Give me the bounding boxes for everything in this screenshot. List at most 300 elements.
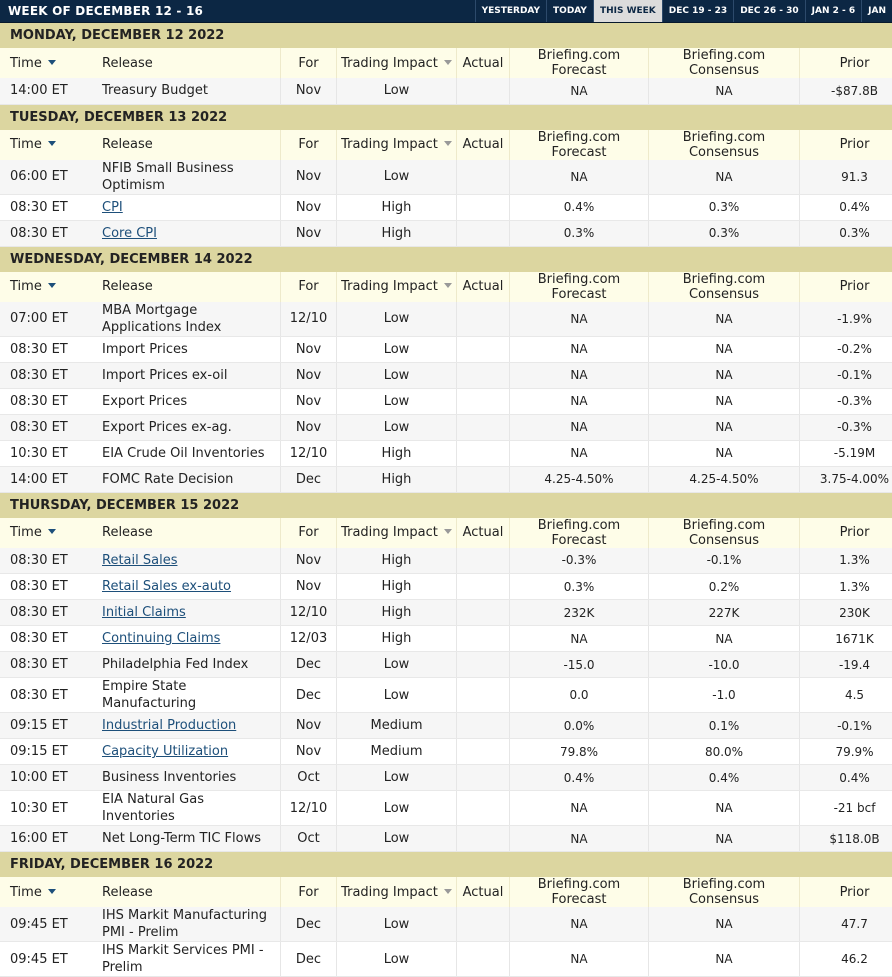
column-header-time[interactable] <box>0 518 101 548</box>
table-row <box>0 765 892 791</box>
release-period: Nov <box>281 194 337 220</box>
column-header-label: Trading Impact <box>341 885 438 900</box>
release-name-cell <box>101 388 281 414</box>
column-header-actual <box>457 877 510 907</box>
release-time: 14:00 ET <box>0 466 101 492</box>
release-name-cell <box>101 362 281 388</box>
trading-impact: High <box>337 548 457 574</box>
release-name-cell <box>101 440 281 466</box>
release-name: Export Prices ex-ag. <box>102 420 232 435</box>
release-time: 08:30 ET <box>0 600 101 626</box>
column-header-label: Actual <box>463 525 504 540</box>
release-time: 08:30 ET <box>0 626 101 652</box>
release-name-cell[interactable] <box>101 600 281 626</box>
prior-value: -19.4 <box>800 652 892 678</box>
column-header-label: Briefing.com Consensus <box>683 518 765 548</box>
release-name: EIA Crude Oil Inventories <box>102 446 265 461</box>
release-name-cell[interactable] <box>101 574 281 600</box>
column-header-forecast <box>510 130 649 160</box>
column-header-prior <box>800 272 892 302</box>
release-period: Nov <box>281 220 337 246</box>
table-row <box>0 78 892 104</box>
forecast-value: NA <box>510 302 649 337</box>
release-name: IHS Markit Services PMI - Prelim <box>102 943 264 975</box>
day-heading: TUESDAY, DECEMBER 13 2022 <box>0 105 892 130</box>
prior-value: 91.3 <box>800 160 892 195</box>
column-header-actual <box>457 518 510 548</box>
release-period: Dec <box>281 907 337 942</box>
column-header-label: Actual <box>463 279 504 294</box>
column-header-impact[interactable] <box>337 518 457 548</box>
column-header-prior <box>800 48 892 78</box>
column-header-forecast <box>510 48 649 78</box>
consensus-value: 0.2% <box>649 574 800 600</box>
forecast-value: NA <box>510 78 649 104</box>
release-period: Dec <box>281 678 337 713</box>
column-header-label: Prior <box>840 56 870 71</box>
actual-value <box>457 302 510 337</box>
column-header-actual <box>457 272 510 302</box>
release-name: MBA Mortgage Applications Index <box>102 303 221 335</box>
column-header-label: Trading Impact <box>341 137 438 152</box>
consensus-value: 0.3% <box>649 220 800 246</box>
release-period: Dec <box>281 466 337 492</box>
sort-down-arrow-icon[interactable] <box>48 283 56 288</box>
column-header-label: For <box>298 56 318 71</box>
release-period: Dec <box>281 652 337 678</box>
forecast-value: 0.0% <box>510 713 649 739</box>
column-header-label: Time <box>10 525 42 540</box>
forecast-value: 0.3% <box>510 574 649 600</box>
trading-impact: Low <box>337 907 457 942</box>
release-period: Dec <box>281 942 337 977</box>
forecast-value: 79.8% <box>510 739 649 765</box>
actual-value <box>457 160 510 195</box>
consensus-value: NA <box>649 78 800 104</box>
release-period: 12/10 <box>281 600 337 626</box>
release-name-cell[interactable] <box>101 739 281 765</box>
trading-impact: Low <box>337 78 457 104</box>
column-header-release <box>101 272 281 302</box>
consensus-value: NA <box>649 160 800 195</box>
release-name-cell[interactable] <box>101 194 281 220</box>
prior-value: 46.2 <box>800 942 892 977</box>
release-link[interactable]: Retail Sales <box>102 553 177 568</box>
trading-impact: Low <box>337 942 457 977</box>
column-header-label: Trading Impact <box>341 279 438 294</box>
prior-value: -0.3% <box>800 388 892 414</box>
release-period: Nov <box>281 160 337 195</box>
actual-value <box>457 942 510 977</box>
nav-tab-dec-26-30[interactable]: DEC 26 - 30 <box>733 0 804 22</box>
release-name-cell <box>101 765 281 791</box>
column-header-label: Time <box>10 279 42 294</box>
prior-value: 4.5 <box>800 678 892 713</box>
sort-down-arrow-icon[interactable] <box>48 529 56 534</box>
table-row <box>0 713 892 739</box>
release-name-cell <box>101 160 281 195</box>
release-name: EIA Natural Gas Inventories <box>102 792 204 824</box>
column-header-label: For <box>298 137 318 152</box>
column-header-for <box>281 877 337 907</box>
trading-impact: Low <box>337 302 457 337</box>
column-header-forecast <box>510 272 649 302</box>
trading-impact: Medium <box>337 713 457 739</box>
column-header-label: Release <box>102 279 153 294</box>
actual-value <box>457 739 510 765</box>
release-link[interactable]: Continuing Claims <box>102 631 220 646</box>
sort-down-arrow-icon[interactable] <box>48 60 56 65</box>
actual-value <box>457 713 510 739</box>
release-period: Nov <box>281 739 337 765</box>
table-row <box>0 548 892 574</box>
forecast-value: 0.3% <box>510 220 649 246</box>
week-header-bar <box>0 0 892 23</box>
column-header-for <box>281 48 337 78</box>
forecast-value: -0.3% <box>510 548 649 574</box>
nav-tab-jan[interactable]: JAN <box>861 0 892 22</box>
trading-impact: Low <box>337 791 457 826</box>
consensus-value: NA <box>649 907 800 942</box>
prior-value: -0.2% <box>800 336 892 362</box>
release-time: 16:00 ET <box>0 826 101 852</box>
day-heading: WEDNESDAY, DECEMBER 14 2022 <box>0 247 892 272</box>
prior-value: 0.4% <box>800 194 892 220</box>
release-time: 08:30 ET <box>0 678 101 713</box>
column-header-release <box>101 48 281 78</box>
release-period: Nov <box>281 574 337 600</box>
actual-value <box>457 362 510 388</box>
release-name-cell <box>101 942 281 977</box>
release-name-cell[interactable] <box>101 548 281 574</box>
table-row <box>0 220 892 246</box>
actual-value <box>457 388 510 414</box>
column-header-row <box>0 130 892 160</box>
nav-tab-yesterday[interactable]: YESTERDAY <box>475 0 546 22</box>
release-name-cell[interactable] <box>101 626 281 652</box>
consensus-value: NA <box>649 826 800 852</box>
release-time: 08:30 ET <box>0 574 101 600</box>
release-name: Import Prices <box>102 342 188 357</box>
release-time: 09:45 ET <box>0 907 101 942</box>
actual-value <box>457 414 510 440</box>
forecast-value: 0.4% <box>510 765 649 791</box>
trading-impact: Medium <box>337 739 457 765</box>
release-link[interactable]: Initial Claims <box>102 605 186 620</box>
release-link[interactable]: Retail Sales ex-auto <box>102 579 231 594</box>
trading-impact: High <box>337 574 457 600</box>
forecast-value: 0.0 <box>510 678 649 713</box>
column-header-label: Prior <box>840 525 870 540</box>
column-header-label: Briefing.com Consensus <box>683 130 765 160</box>
table-row <box>0 466 892 492</box>
trading-impact: High <box>337 440 457 466</box>
column-header-release <box>101 518 281 548</box>
prior-value: -1.9% <box>800 302 892 337</box>
column-header-label: Briefing.com Consensus <box>683 48 765 78</box>
release-time: 08:30 ET <box>0 548 101 574</box>
consensus-value: -10.0 <box>649 652 800 678</box>
column-header-release <box>101 877 281 907</box>
sort-down-arrow-icon[interactable] <box>48 889 56 894</box>
release-name-cell <box>101 791 281 826</box>
sort-down-arrow-icon[interactable] <box>444 889 452 894</box>
release-name-cell <box>101 78 281 104</box>
release-name-cell <box>101 652 281 678</box>
release-table <box>0 518 892 853</box>
column-header-label: Briefing.com Consensus <box>683 272 765 302</box>
table-row <box>0 652 892 678</box>
column-header-label: Trading Impact <box>341 525 438 540</box>
release-name: Export Prices <box>102 394 187 409</box>
sort-down-arrow-icon[interactable] <box>444 141 452 146</box>
release-link[interactable]: Core CPI <box>102 226 157 241</box>
forecast-value: -15.0 <box>510 652 649 678</box>
release-time: 08:30 ET <box>0 220 101 246</box>
prior-value: -0.1% <box>800 713 892 739</box>
column-header-time[interactable] <box>0 130 101 160</box>
column-header-label: Briefing.com Forecast <box>538 518 620 548</box>
table-row <box>0 440 892 466</box>
trading-impact: Low <box>337 826 457 852</box>
release-period: Nov <box>281 414 337 440</box>
nav-tab-this-week[interactable]: THIS WEEK <box>593 0 662 22</box>
trading-impact: Low <box>337 414 457 440</box>
release-period: 12/10 <box>281 302 337 337</box>
release-period: Nov <box>281 548 337 574</box>
column-header-consensus <box>649 130 800 160</box>
column-header-row <box>0 272 892 302</box>
prior-value: -5.19M <box>800 440 892 466</box>
release-period: Nov <box>281 362 337 388</box>
week-nav <box>475 0 892 22</box>
column-header-release <box>101 130 281 160</box>
prior-value: 3.75-4.00% <box>800 466 892 492</box>
actual-value <box>457 574 510 600</box>
week-title: WEEK OF DECEMBER 12 - 16 <box>0 0 475 22</box>
release-time: 10:00 ET <box>0 765 101 791</box>
consensus-value: NA <box>649 414 800 440</box>
column-header-impact[interactable] <box>337 130 457 160</box>
prior-value: 1671K <box>800 626 892 652</box>
actual-value <box>457 652 510 678</box>
forecast-value: NA <box>510 414 649 440</box>
sort-down-arrow-icon[interactable] <box>48 141 56 146</box>
consensus-value: 0.4% <box>649 765 800 791</box>
column-header-forecast <box>510 877 649 907</box>
column-header-label: Briefing.com Forecast <box>538 272 620 302</box>
table-row <box>0 194 892 220</box>
column-header-label: Prior <box>840 279 870 294</box>
consensus-value: NA <box>649 388 800 414</box>
release-period: Nov <box>281 336 337 362</box>
column-header-prior <box>800 518 892 548</box>
forecast-value: NA <box>510 160 649 195</box>
release-name: FOMC Rate Decision <box>102 472 233 487</box>
consensus-value: 227K <box>649 600 800 626</box>
trading-impact: High <box>337 220 457 246</box>
actual-value <box>457 440 510 466</box>
release-time: 08:30 ET <box>0 388 101 414</box>
column-header-impact[interactable] <box>337 877 457 907</box>
forecast-value: 4.25-4.50% <box>510 466 649 492</box>
release-time: 10:30 ET <box>0 440 101 466</box>
release-name: Philadelphia Fed Index <box>102 657 248 672</box>
consensus-value: 0.1% <box>649 713 800 739</box>
consensus-value: NA <box>649 440 800 466</box>
trading-impact: Low <box>337 336 457 362</box>
prior-value: 1.3% <box>800 548 892 574</box>
actual-value <box>457 548 510 574</box>
column-header-for <box>281 518 337 548</box>
release-table <box>0 272 892 493</box>
actual-value <box>457 336 510 362</box>
release-time: 09:45 ET <box>0 942 101 977</box>
consensus-value: -0.1% <box>649 548 800 574</box>
table-row <box>0 414 892 440</box>
release-name: IHS Markit Manufacturing PMI - Prelim <box>102 908 267 940</box>
column-header-label: For <box>298 279 318 294</box>
economic-calendar <box>0 23 892 977</box>
column-header-label: Actual <box>463 56 504 71</box>
column-header-label: Actual <box>463 885 504 900</box>
column-header-label: Briefing.com Forecast <box>538 877 620 907</box>
release-link[interactable]: Capacity Utilization <box>102 744 228 759</box>
release-name-cell[interactable] <box>101 220 281 246</box>
prior-value: -21 bcf <box>800 791 892 826</box>
column-header-consensus <box>649 518 800 548</box>
release-time: 08:30 ET <box>0 414 101 440</box>
table-row <box>0 388 892 414</box>
column-header-label: Release <box>102 56 153 71</box>
consensus-value: NA <box>649 302 800 337</box>
column-header-label: Time <box>10 137 42 152</box>
forecast-value: NA <box>510 791 649 826</box>
release-name: Net Long-Term TIC Flows <box>102 831 261 846</box>
table-row <box>0 302 892 337</box>
release-name-cell <box>101 302 281 337</box>
release-name-cell <box>101 907 281 942</box>
actual-value <box>457 466 510 492</box>
trading-impact: High <box>337 466 457 492</box>
trading-impact: Low <box>337 765 457 791</box>
sort-down-arrow-icon[interactable] <box>444 529 452 534</box>
column-header-time[interactable] <box>0 272 101 302</box>
column-header-prior <box>800 877 892 907</box>
consensus-value: -1.0 <box>649 678 800 713</box>
column-header-prior <box>800 130 892 160</box>
release-name: Import Prices ex-oil <box>102 368 227 383</box>
prior-value: 47.7 <box>800 907 892 942</box>
column-header-consensus <box>649 272 800 302</box>
column-header-label: Release <box>102 885 153 900</box>
column-header-for <box>281 272 337 302</box>
forecast-value: NA <box>510 626 649 652</box>
release-period: Oct <box>281 765 337 791</box>
actual-value <box>457 765 510 791</box>
release-name: Business Inventories <box>102 770 236 785</box>
trading-impact: High <box>337 600 457 626</box>
release-name-cell <box>101 466 281 492</box>
column-header-label: For <box>298 885 318 900</box>
column-header-label: Prior <box>840 137 870 152</box>
prior-value: $118.0B <box>800 826 892 852</box>
actual-value <box>457 220 510 246</box>
column-header-impact[interactable] <box>337 272 457 302</box>
column-header-actual <box>457 130 510 160</box>
column-header-actual <box>457 48 510 78</box>
prior-value: -$87.8B <box>800 78 892 104</box>
column-header-label: Time <box>10 56 42 71</box>
column-header-label: Actual <box>463 137 504 152</box>
release-time: 09:15 ET <box>0 713 101 739</box>
day-heading: FRIDAY, DECEMBER 16 2022 <box>0 852 892 877</box>
release-name: Treasury Budget <box>102 83 208 98</box>
actual-value <box>457 78 510 104</box>
table-row <box>0 600 892 626</box>
release-time: 09:15 ET <box>0 739 101 765</box>
release-time: 07:00 ET <box>0 302 101 337</box>
nav-tab-jan-2-6[interactable]: JAN 2 - 6 <box>805 0 862 22</box>
column-header-row <box>0 877 892 907</box>
table-row <box>0 160 892 195</box>
column-header-label: Briefing.com Forecast <box>538 130 620 160</box>
release-time: 14:00 ET <box>0 78 101 104</box>
actual-value <box>457 600 510 626</box>
release-time: 06:00 ET <box>0 160 101 195</box>
column-header-impact[interactable] <box>337 48 457 78</box>
prior-value: -0.3% <box>800 414 892 440</box>
day-heading: MONDAY, DECEMBER 12 2022 <box>0 23 892 48</box>
forecast-value: NA <box>510 907 649 942</box>
forecast-value: 232K <box>510 600 649 626</box>
trading-impact: High <box>337 194 457 220</box>
nav-tab-dec-19-23[interactable]: DEC 19 - 23 <box>662 0 733 22</box>
release-name-cell <box>101 826 281 852</box>
table-row <box>0 791 892 826</box>
release-name-cell[interactable] <box>101 713 281 739</box>
column-header-time[interactable] <box>0 877 101 907</box>
actual-value <box>457 194 510 220</box>
trading-impact: Low <box>337 388 457 414</box>
release-table <box>0 877 892 977</box>
table-row <box>0 942 892 977</box>
consensus-value: NA <box>649 791 800 826</box>
consensus-value: NA <box>649 336 800 362</box>
sort-down-arrow-icon[interactable] <box>444 60 452 65</box>
column-header-row <box>0 518 892 548</box>
column-header-time[interactable] <box>0 48 101 78</box>
forecast-value: NA <box>510 362 649 388</box>
forecast-value: NA <box>510 942 649 977</box>
forecast-value: NA <box>510 388 649 414</box>
day-heading: THURSDAY, DECEMBER 15 2022 <box>0 493 892 518</box>
table-row <box>0 678 892 713</box>
consensus-value: 4.25-4.50% <box>649 466 800 492</box>
nav-tab-today[interactable]: TODAY <box>546 0 593 22</box>
prior-value: 230K <box>800 600 892 626</box>
release-time: 08:30 ET <box>0 362 101 388</box>
release-time: 08:30 ET <box>0 336 101 362</box>
sort-down-arrow-icon[interactable] <box>444 283 452 288</box>
forecast-value: NA <box>510 440 649 466</box>
release-link[interactable]: Industrial Production <box>102 718 236 733</box>
actual-value <box>457 678 510 713</box>
release-link[interactable]: CPI <box>102 200 123 215</box>
prior-value: 79.9% <box>800 739 892 765</box>
release-time: 10:30 ET <box>0 791 101 826</box>
trading-impact: High <box>337 626 457 652</box>
